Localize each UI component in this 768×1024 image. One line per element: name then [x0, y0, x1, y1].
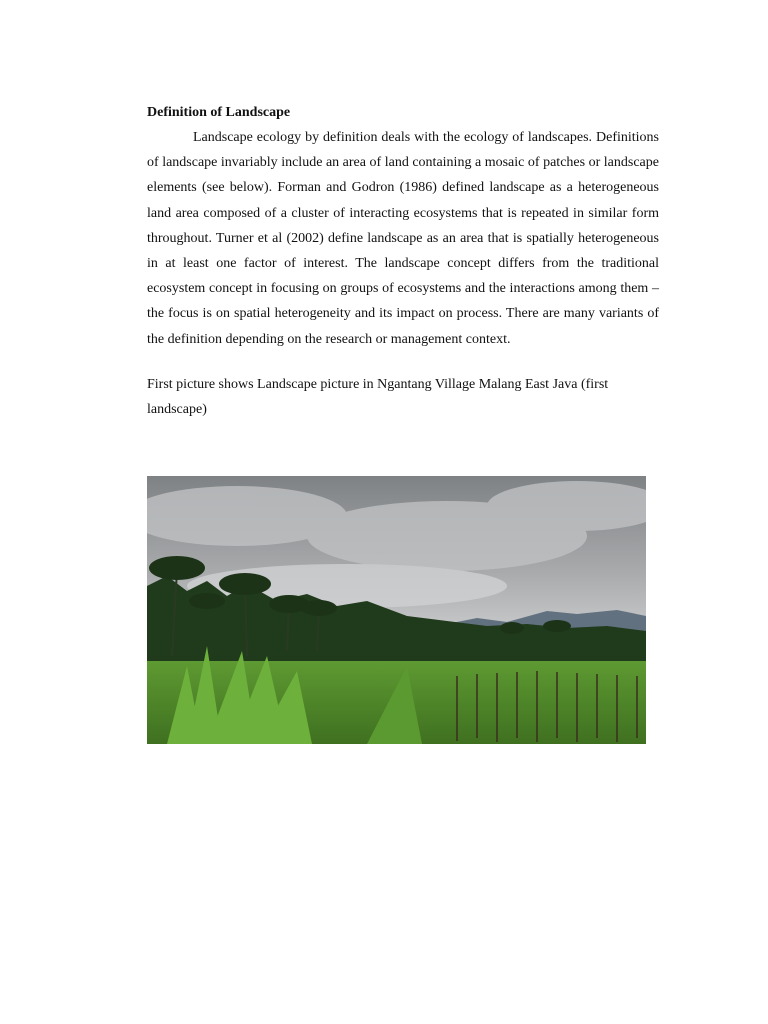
landscape-photo — [147, 476, 646, 744]
body-paragraph: Landscape ecology by definition deals with the ecology of landscapes. Definitions of landscape invariably include an area of land containing a mosaic of patches or landscape elements (see below). Forman and Godron (1986) defined landscape as a heterogeneous land area composed of a cluster of interacting ecosystems that is repeated in similar form throughout. Turner et al (2002) define landscape as an area that is spatially heterogeneous in at least one factor of interest. The landscape concept differs from the traditional ecosystem concept in focusing on groups of ecosystems and the interactions among them – the focus is on spatial heterogeneity and its impact on process. There are many variants of the definition depending on the research or management context. — [147, 130, 659, 347]
landscape-illustration — [147, 476, 646, 744]
document-page — [147, 100, 659, 422]
section-heading: Definition of Landscape — [147, 105, 291, 120]
figure-caption: First picture shows Landscape picture in Ngantang Village Malang East Java (first landscape) — [147, 376, 609, 417]
